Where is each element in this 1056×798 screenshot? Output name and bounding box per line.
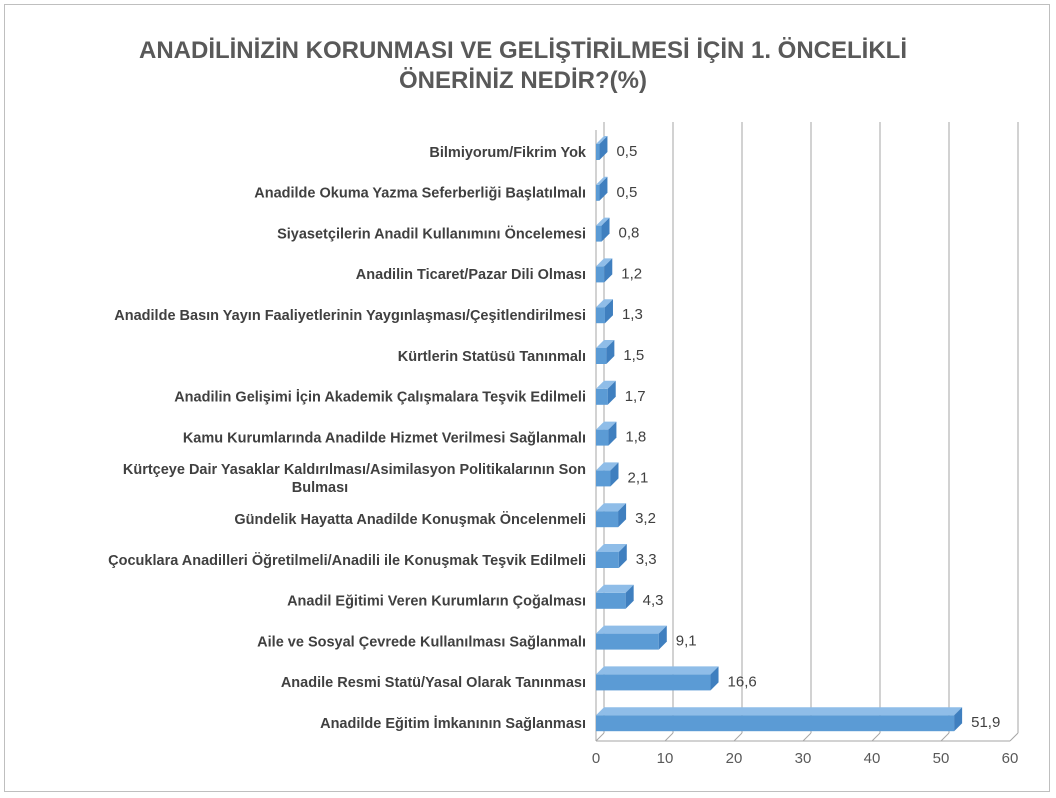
floor-tick-30 bbox=[803, 733, 811, 741]
value-label-2: 0,8 bbox=[618, 224, 640, 242]
value-label-6: 1,7 bbox=[624, 387, 646, 405]
category-label-12: Aile ve Sosyal Çevrede Kullanılması Sağlanmalı bbox=[257, 634, 586, 651]
bar-front-10 bbox=[596, 552, 619, 568]
bar-front-14 bbox=[596, 715, 954, 731]
bar-11 bbox=[596, 585, 634, 609]
category-label-0: Bilmiyorum/Fikrim Yok bbox=[429, 144, 586, 161]
chart-title-line-2: ÖNERİNİZ NEDİR?(%) bbox=[399, 67, 647, 94]
bar-front-1 bbox=[596, 185, 599, 201]
bar-front-7 bbox=[596, 430, 608, 446]
bar-6 bbox=[596, 381, 616, 405]
bar-1 bbox=[596, 177, 607, 201]
x-tick-label-60: 60 bbox=[1001, 750, 1019, 767]
value-label-9: 3,2 bbox=[635, 510, 656, 528]
bar-9 bbox=[596, 503, 626, 527]
bar-front-9 bbox=[596, 511, 618, 527]
bar-front-0 bbox=[596, 144, 599, 160]
floor-tick-50 bbox=[941, 733, 949, 741]
value-label-12: 9,1 bbox=[675, 632, 697, 650]
x-tick-label-40: 40 bbox=[863, 750, 881, 767]
floor-tick-40 bbox=[872, 733, 880, 741]
floor-tick-20 bbox=[734, 733, 742, 741]
value-label-14: 51,9 bbox=[971, 714, 1001, 732]
category-label-8: Kürtçeye Dair Yasaklar Kaldırılması/Asimilasyon Politikalarının Son Bulması bbox=[122, 462, 586, 497]
bar-top-13 bbox=[596, 666, 719, 674]
bar-5 bbox=[596, 340, 614, 364]
bar-front-4 bbox=[596, 307, 605, 323]
bar-front-2 bbox=[596, 226, 602, 242]
x-tick-label-30: 30 bbox=[794, 750, 812, 767]
value-label-1: 0,5 bbox=[616, 183, 638, 201]
x-tick-label-20: 20 bbox=[725, 750, 743, 767]
bar-front-6 bbox=[596, 389, 608, 405]
labels bbox=[108, 143, 1018, 767]
bar-top-14 bbox=[596, 707, 962, 715]
category-label-14: Anadilde Eğitim İmkanının Sağlanması bbox=[320, 716, 586, 733]
category-label-2: Siyasetçilerin Anadil Kullanımını Öncelemesi bbox=[277, 226, 586, 243]
category-label-10: Çocuklara Anadilleri Öğretilmeli/Anadili ile Konuşmak Teşvik Edilmeli bbox=[108, 552, 586, 569]
bar-front-3 bbox=[596, 266, 604, 282]
category-label-4: Anadilde Basın Yayın Faaliyetlerinin Yaygınlaşması/Çeşitlendirilmesi bbox=[114, 308, 586, 325]
category-label-5: Kürtlerin Statüsü Tanınmalı bbox=[397, 348, 586, 365]
bar-front-12 bbox=[596, 634, 659, 650]
value-label-8: 2,1 bbox=[627, 469, 649, 487]
x-tick-label-10: 10 bbox=[656, 750, 674, 767]
value-label-10: 3,3 bbox=[635, 550, 657, 568]
category-label-9: Gündelik Hayatta Anadilde Konuşmak Öncelenmeli bbox=[234, 512, 586, 529]
bar-front-11 bbox=[596, 593, 626, 609]
bar-front-8 bbox=[596, 470, 610, 486]
value-label-5: 1,5 bbox=[623, 346, 645, 364]
bar-12 bbox=[596, 626, 667, 650]
bar-2 bbox=[596, 218, 610, 242]
category-label-13: Anadile Resmi Statü/Yasal Olarak Tanınması bbox=[280, 675, 586, 692]
value-label-4: 1,3 bbox=[621, 306, 643, 324]
value-label-11: 4,3 bbox=[642, 591, 664, 609]
bar-10 bbox=[596, 544, 627, 568]
bars bbox=[596, 136, 962, 731]
bar-0 bbox=[596, 136, 607, 160]
bar-13 bbox=[596, 666, 719, 690]
x-tick-label-50: 50 bbox=[932, 750, 950, 767]
floor-tick-0 bbox=[596, 733, 604, 741]
category-label-7: Kamu Kurumlarında Anadilde Hizmet Verilmesi Sağlanmalı bbox=[182, 430, 586, 447]
bar-14 bbox=[596, 707, 962, 731]
value-label-0: 0,5 bbox=[616, 142, 638, 160]
bar-front-5 bbox=[596, 348, 606, 364]
category-label-6: Anadilin Gelişimi İçin Akademik Çalışmalara Teşvik Edilmeli bbox=[174, 389, 586, 406]
chart-title-line-1: ANADİLİNİZİN KORUNMASI VE GELİŞTİRİLMESİ İÇİN 1. ÖNCELİKLİ bbox=[138, 37, 908, 64]
bar-3 bbox=[596, 258, 612, 282]
value-label-13: 16,6 bbox=[727, 673, 757, 691]
category-label-1: Anadilde Okuma Yazma Seferberliği Başlatılmalı bbox=[254, 185, 586, 202]
bar-top-12 bbox=[596, 626, 667, 634]
bar-front-13 bbox=[596, 674, 711, 690]
x-tick-label-0: 0 bbox=[591, 750, 601, 767]
value-label-7: 1,8 bbox=[625, 428, 647, 446]
floor-tick-60 bbox=[1010, 733, 1018, 741]
bar-4 bbox=[596, 299, 613, 323]
floor-tick-10 bbox=[665, 733, 673, 741]
bar-7 bbox=[596, 422, 616, 446]
bar-8 bbox=[596, 462, 618, 486]
value-label-3: 1,2 bbox=[621, 265, 643, 283]
category-label-11: Anadil Eğitimi Veren Kurumların Çoğalması bbox=[287, 593, 586, 610]
category-label-3: Anadilin Ticaret/Pazar Dili Olması bbox=[355, 267, 586, 284]
